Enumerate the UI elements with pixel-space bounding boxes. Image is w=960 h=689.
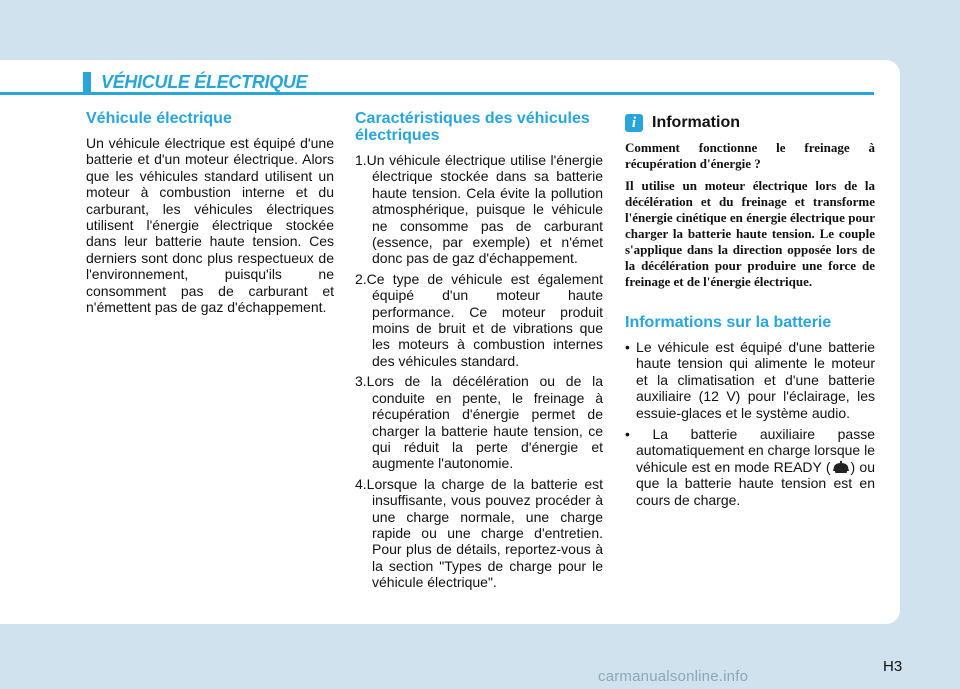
info-question: Comment fonctionne le freinage à récupération d'énergie ? xyxy=(625,140,875,171)
list-item: 1.Un véhicule électrique utilise l'énergie électrique stockée dans sa batterie haute tension. Cela évite la pollution atmosphérique, puisque le véhicule ne consomme pas de carburant (essence, par exemple) et n'émet donc pas de gaz d'échappement. xyxy=(355,152,603,267)
column-3 xyxy=(625,110,875,513)
features-list xyxy=(355,152,603,591)
battery-list xyxy=(625,339,875,508)
heading-batterie: Informations sur la batterie xyxy=(625,314,832,331)
section-title: VÉHICULE ÉLECTRIQUE xyxy=(101,72,308,92)
list-item xyxy=(625,426,875,508)
bullet-text-start: • La batterie auxiliaire passe automatiquement en charge lorsque le véhicule est en mode READY ( xyxy=(625,426,875,475)
ready-car-icon xyxy=(831,460,851,474)
info-title: Information xyxy=(652,114,740,131)
bullet-text-end: ) ou que la batterie haute tension est en cours de charge. xyxy=(636,458,875,508)
column-1 xyxy=(86,110,334,315)
page-number: H3 xyxy=(883,658,903,675)
heading-vehicule-electrique: Véhicule électrique xyxy=(86,110,232,127)
column-2 xyxy=(355,110,603,595)
intro-paragraph: Un véhicule électrique est équipé d'une batterie et d'un moteur électrique. Alors que les véhicules standard utilisent un moteur à combustion interne et du carburant, les véhicules électriques utilisent l'énergie électrique stockée dans leur batterie haute tension. Ces derniers sont donc plus respectueux de l'environnement, puisqu'ils ne consomment pas de carburant et n'émettent pas de gaz d'échappement. xyxy=(86,135,334,316)
info-icon: i xyxy=(625,114,643,132)
heading-caracteristiques: Caractéristiques des véhicules électriques xyxy=(355,110,590,144)
info-header xyxy=(625,114,875,132)
header-marker xyxy=(83,72,91,92)
list-item: • Le véhicule est équipé d'une batterie haute tension qui alimente le moteur et la climatisation et d'une batterie auxiliaire (12 V) pour l'éclairage, les essuie-glaces et le système audio. xyxy=(625,339,875,421)
watermark: carmanualsonline.info xyxy=(598,668,749,685)
list-item: 4.Lorsque la charge de la batterie est insuffisante, vous pouvez procéder à une charge normale, une charge rapide ou une charge d'entretien. Pour plus de détails, reportez-vous à la section "Types de charge pour le véhicule électrique". xyxy=(355,475,603,591)
list-item: 3.Lors de la décélération ou de la conduite en pente, le freinage à récupération d'énergie permet de charger la batterie haute tension, ce qui réduit la perte d'énergie et augmente l'autonomie. xyxy=(355,373,603,472)
list-item: 2.Ce type de véhicule est également équipé d'un moteur haute performance. Ce moteur produit moins de bruit et de vibrations que les moteurs à combustion internes des véhicules standard. xyxy=(355,270,603,369)
info-answer: Il utilise un moteur électrique lors de la décélération et du freinage et transforme l'énergie cinétique en énergie électrique pour charger la batterie haute tension. Le couple s'applique dans la direction opposée lors de la décélération pour produire une force de freinage et de l'énergie électrique. xyxy=(625,178,875,289)
